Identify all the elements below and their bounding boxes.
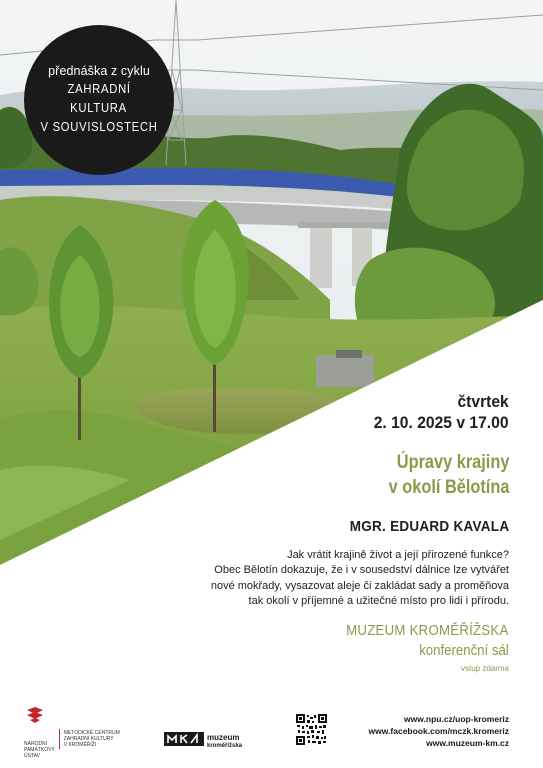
description-line: Obec Bělotín dokazuje, že i v sousedství dálnice lze vytvářet	[214, 564, 509, 577]
museum-logo[interactable]	[164, 732, 242, 751]
center-text-line: METODICKÉ CENTRUM	[63, 730, 120, 736]
event-datetime: 2. 10. 2025 v 17.00	[374, 413, 509, 432]
museum-logo-line1: muzeum	[207, 732, 240, 742]
badge-line-zahradni: ZAHRADNÍ	[67, 82, 131, 96]
speaker-name: MGR. EDUARD KAVALA	[349, 518, 509, 535]
badge-line-souvislostech: V SOUVISLOSTECH	[40, 120, 158, 134]
lecture-title-line1: Úpravy krajiny	[396, 452, 509, 473]
venue-room: konferenční sál	[419, 642, 509, 659]
npu-text-line: ÚSTAV	[24, 752, 40, 759]
npu-emblem-icon	[24, 706, 55, 759]
description-line: Jak vrátit krajině život a její přirozené funkce?	[287, 549, 509, 561]
npu-logo[interactable]	[24, 706, 120, 759]
museum-mark-icon	[164, 732, 204, 751]
center-text	[64, 730, 120, 748]
description-line: tak okolí v příjemné a užitečné místo pro lidi i přírodu.	[248, 594, 509, 607]
description-line: nové mokřady, vysazovat aleje či zakládat sady a proměňova	[210, 579, 509, 592]
partner-logos	[24, 712, 120, 759]
series-badge	[24, 25, 174, 175]
museum-logo-line2: kroměřížska	[207, 742, 243, 749]
lecture-description	[149, 548, 509, 609]
footer-links	[369, 713, 509, 749]
center-text-line: V KROMĚŘÍŽI	[63, 742, 97, 748]
venue-museum: MUZEUM KROMĚŘÍŽSKA	[346, 622, 509, 639]
admission-note: vstup zdarma	[460, 664, 509, 673]
lecture-title	[388, 450, 509, 500]
event-day: čtvrtek	[457, 392, 509, 411]
badge-line-kultura: KULTURA	[70, 101, 128, 115]
badge-line-series: přednáška z cyklu	[48, 64, 150, 78]
link-museum[interactable]: www.muzeum-km.cz	[426, 738, 509, 748]
logo-divider	[59, 729, 60, 749]
npu-text-line: NÁRODNÍ	[24, 740, 48, 747]
link-npu[interactable]: www.npu.cz/uop-kromeriz	[404, 714, 509, 724]
qr-code-icon[interactable]	[296, 714, 327, 745]
lecture-title-line2: v okolí Bělotína	[388, 477, 509, 498]
link-facebook[interactable]: www.facebook.com/mczk.kromeriz	[368, 726, 509, 736]
center-text-line: ZAHRADNÍ KULTURY	[63, 736, 114, 742]
npu-text-line: PAMÁTKOVÝ	[24, 746, 55, 753]
